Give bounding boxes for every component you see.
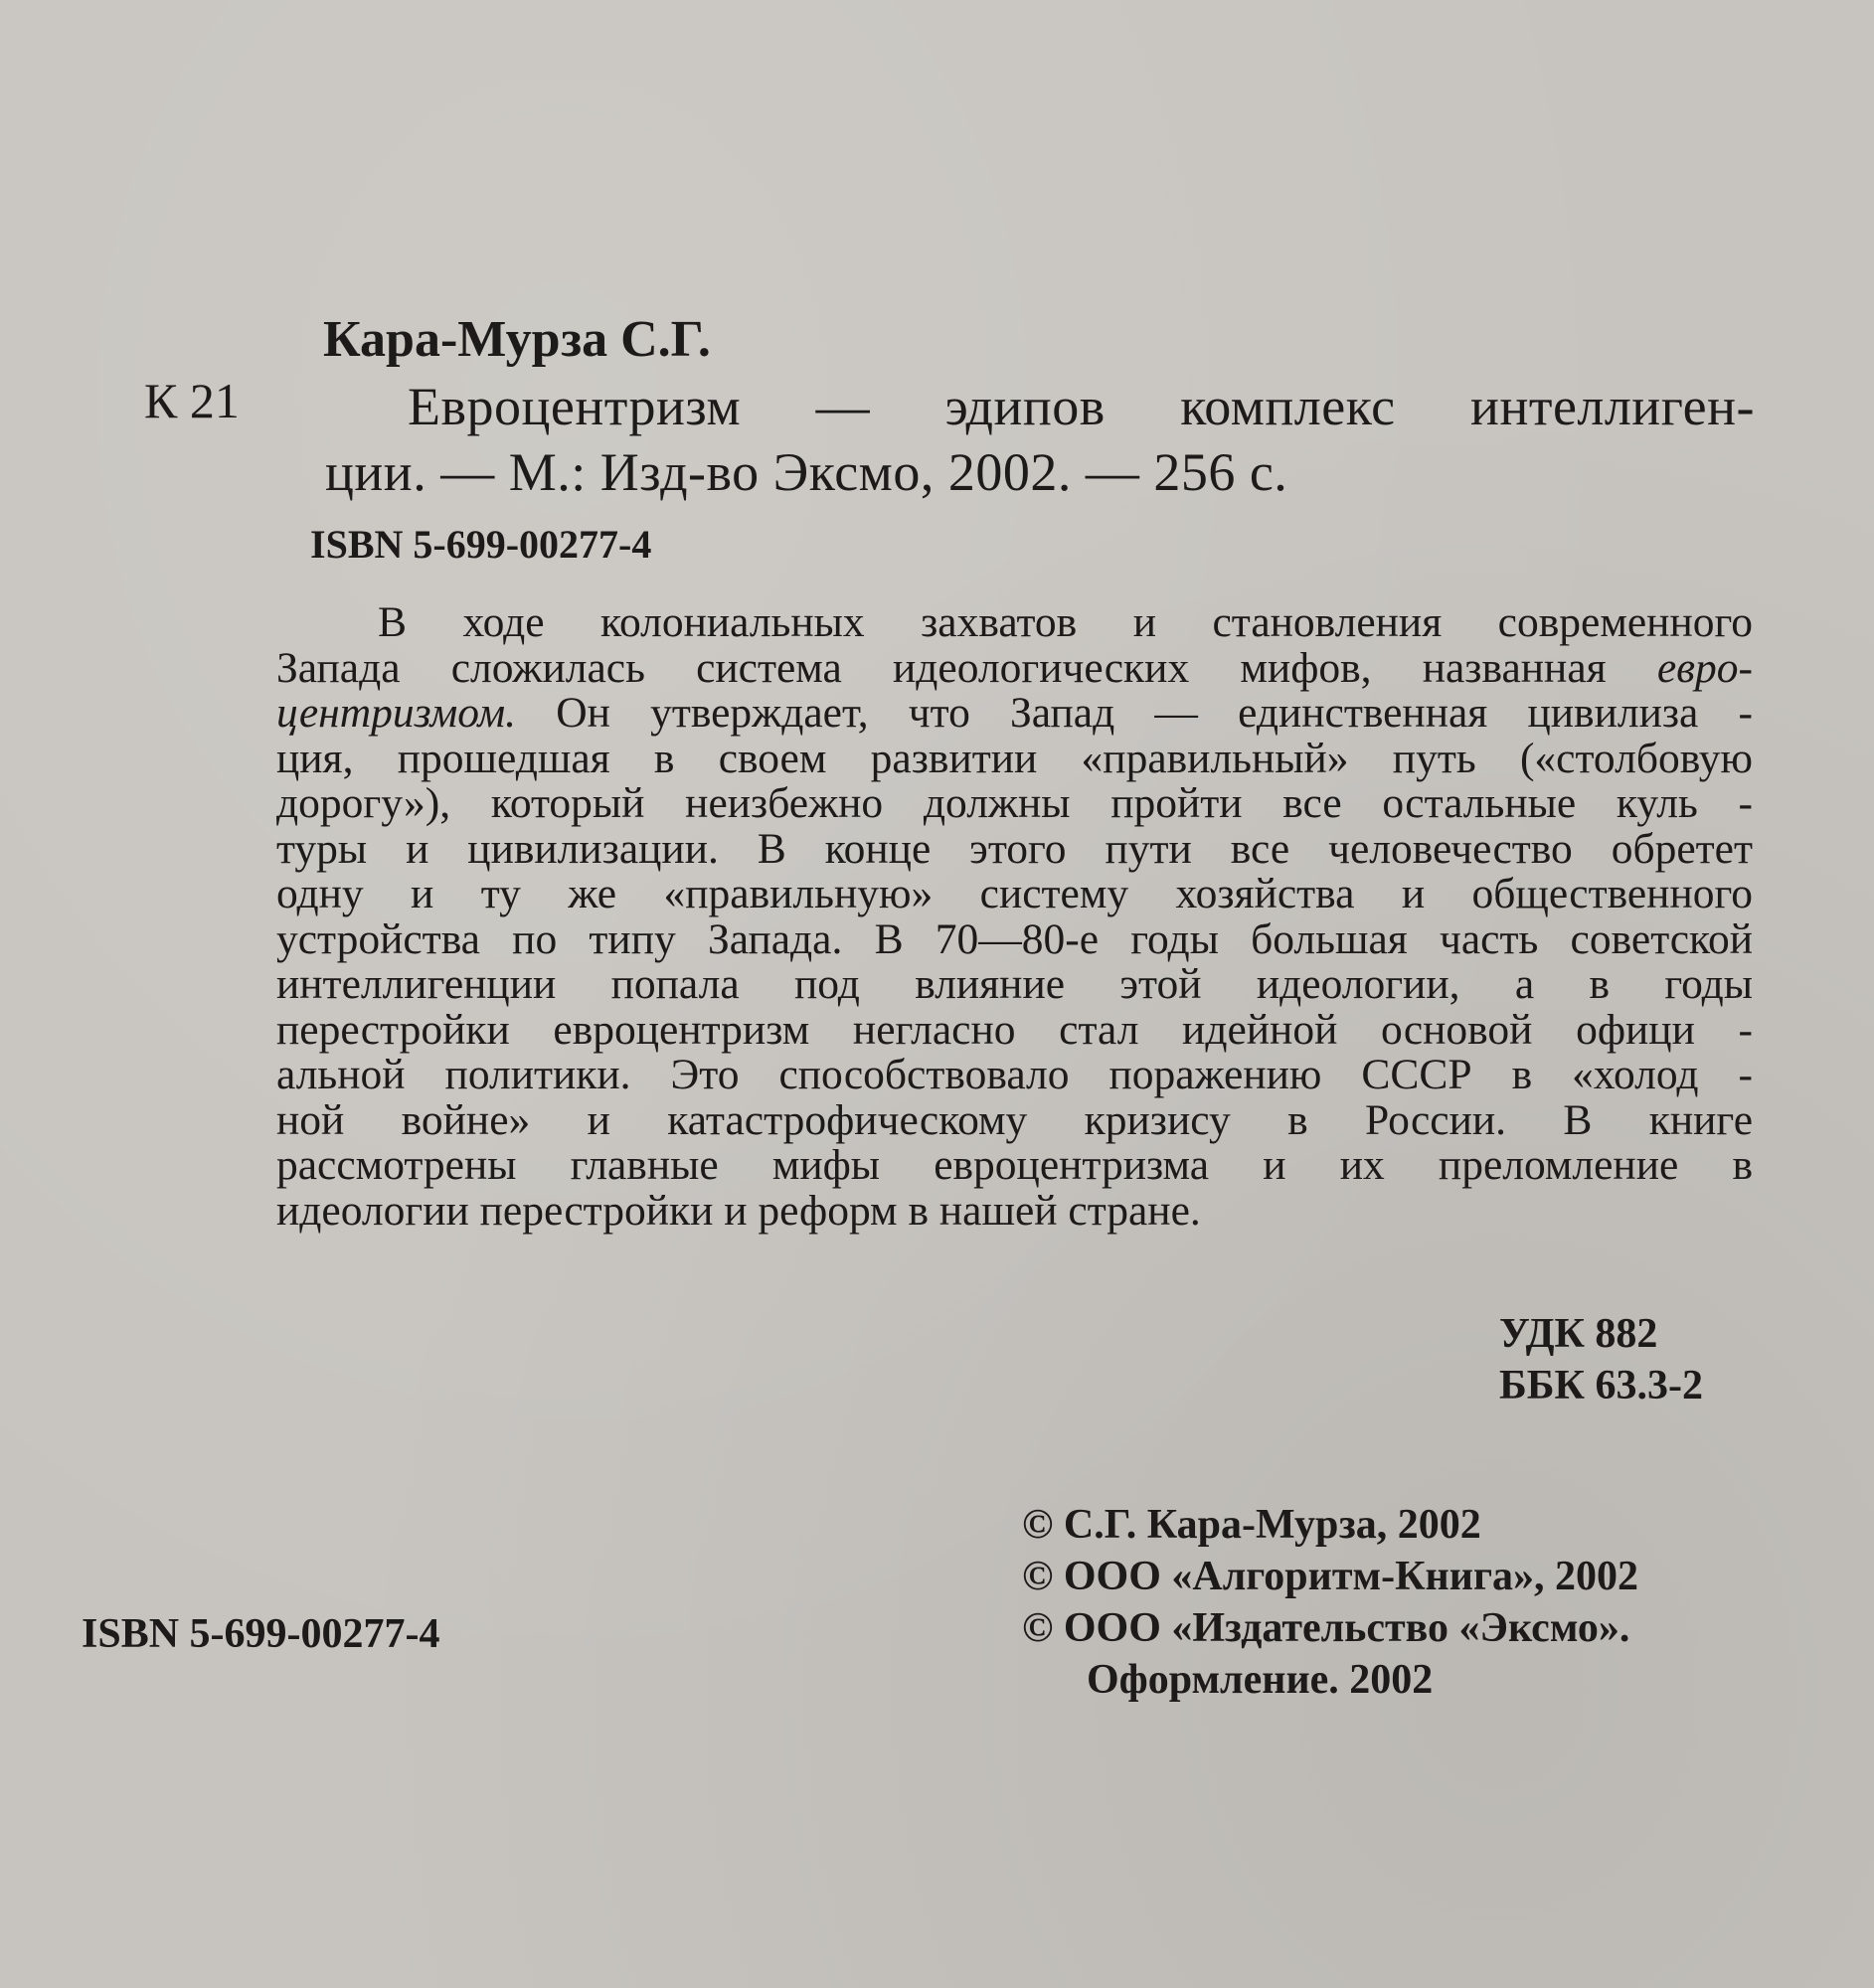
author-name: Кара-Мурза С.Г.: [323, 311, 711, 368]
isbn-top: ISBN 5-699-00277-4: [310, 522, 652, 567]
abstract-line: дорогу»), который неизбежно должны пройти все остальные куль -: [276, 779, 1753, 827]
abstract-line: туры и цивилизации. В конце этого пути все человечество обретет: [276, 824, 1753, 873]
abstract-line: одну и ту же «правильную» систему хозяйства и общественного: [276, 870, 1753, 917]
abstract-line: устройства по типу Запада. В 70—80-е годы большая часть советской: [276, 914, 1753, 963]
abstract-italic-term: евро-: [1656, 643, 1754, 692]
copyright-algoritm: © ООО «Алгоритм-Книга», 2002: [1022, 1554, 1639, 1599]
udk-code: УДК 882: [1499, 1311, 1658, 1357]
copyright-eksmo: © ООО «Издательство «Эксмо».: [1022, 1605, 1630, 1651]
abstract-text: Он утверждает, что Запад — единственная цивилиза -: [556, 689, 1754, 737]
abstract: [276, 600, 1753, 1234]
abstract-italic-term: центризмом.: [276, 689, 517, 737]
abstract-line: В ходе колониальных захватов и становления современного: [378, 598, 1753, 646]
abstract-line: альной политики. Это способствовало поражению СССР в «холод -: [276, 1051, 1753, 1098]
abstract-text: Запада сложилась система идеологических мифов, названная: [276, 643, 1607, 692]
abstract-line: [276, 643, 1754, 692]
abstract-line: [276, 691, 1753, 737]
abstract-line: перестройки евроцентризм негласно стал идейной основой офици -: [276, 1005, 1753, 1054]
isbn-bottom: ISBN 5-699-00277-4: [82, 1611, 440, 1657]
abstract-line: ция, прошедшая в своем развитии «правильный» путь («столбовую: [276, 734, 1753, 782]
shelf-code: К 21: [144, 373, 240, 428]
abstract-line: идеологии перестройки и реформ в нашей стране.: [276, 1186, 1201, 1235]
title-line-2: ции. — М.: Изд-во Эксмо, 2002. — 256 с.: [325, 442, 1288, 502]
abstract-line: рассмотрены главные мифы евроцентризма и их преломление в: [276, 1141, 1753, 1189]
bbk-code: ББК 63.3-2: [1499, 1363, 1703, 1408]
abstract-line: интеллигенции попала под влияние этой идеологии, а в годы: [276, 960, 1753, 1008]
copyright-author: © С.Г. Кара-Мурза, 2002: [1022, 1502, 1481, 1548]
copyright-design: Оформление. 2002: [1087, 1657, 1434, 1703]
title-line-1: Евроцентризм — эдипов комплекс интеллиген-: [408, 377, 1755, 436]
abstract-line: ной войне» и катастрофическому кризису в России. В книге: [276, 1095, 1753, 1144]
